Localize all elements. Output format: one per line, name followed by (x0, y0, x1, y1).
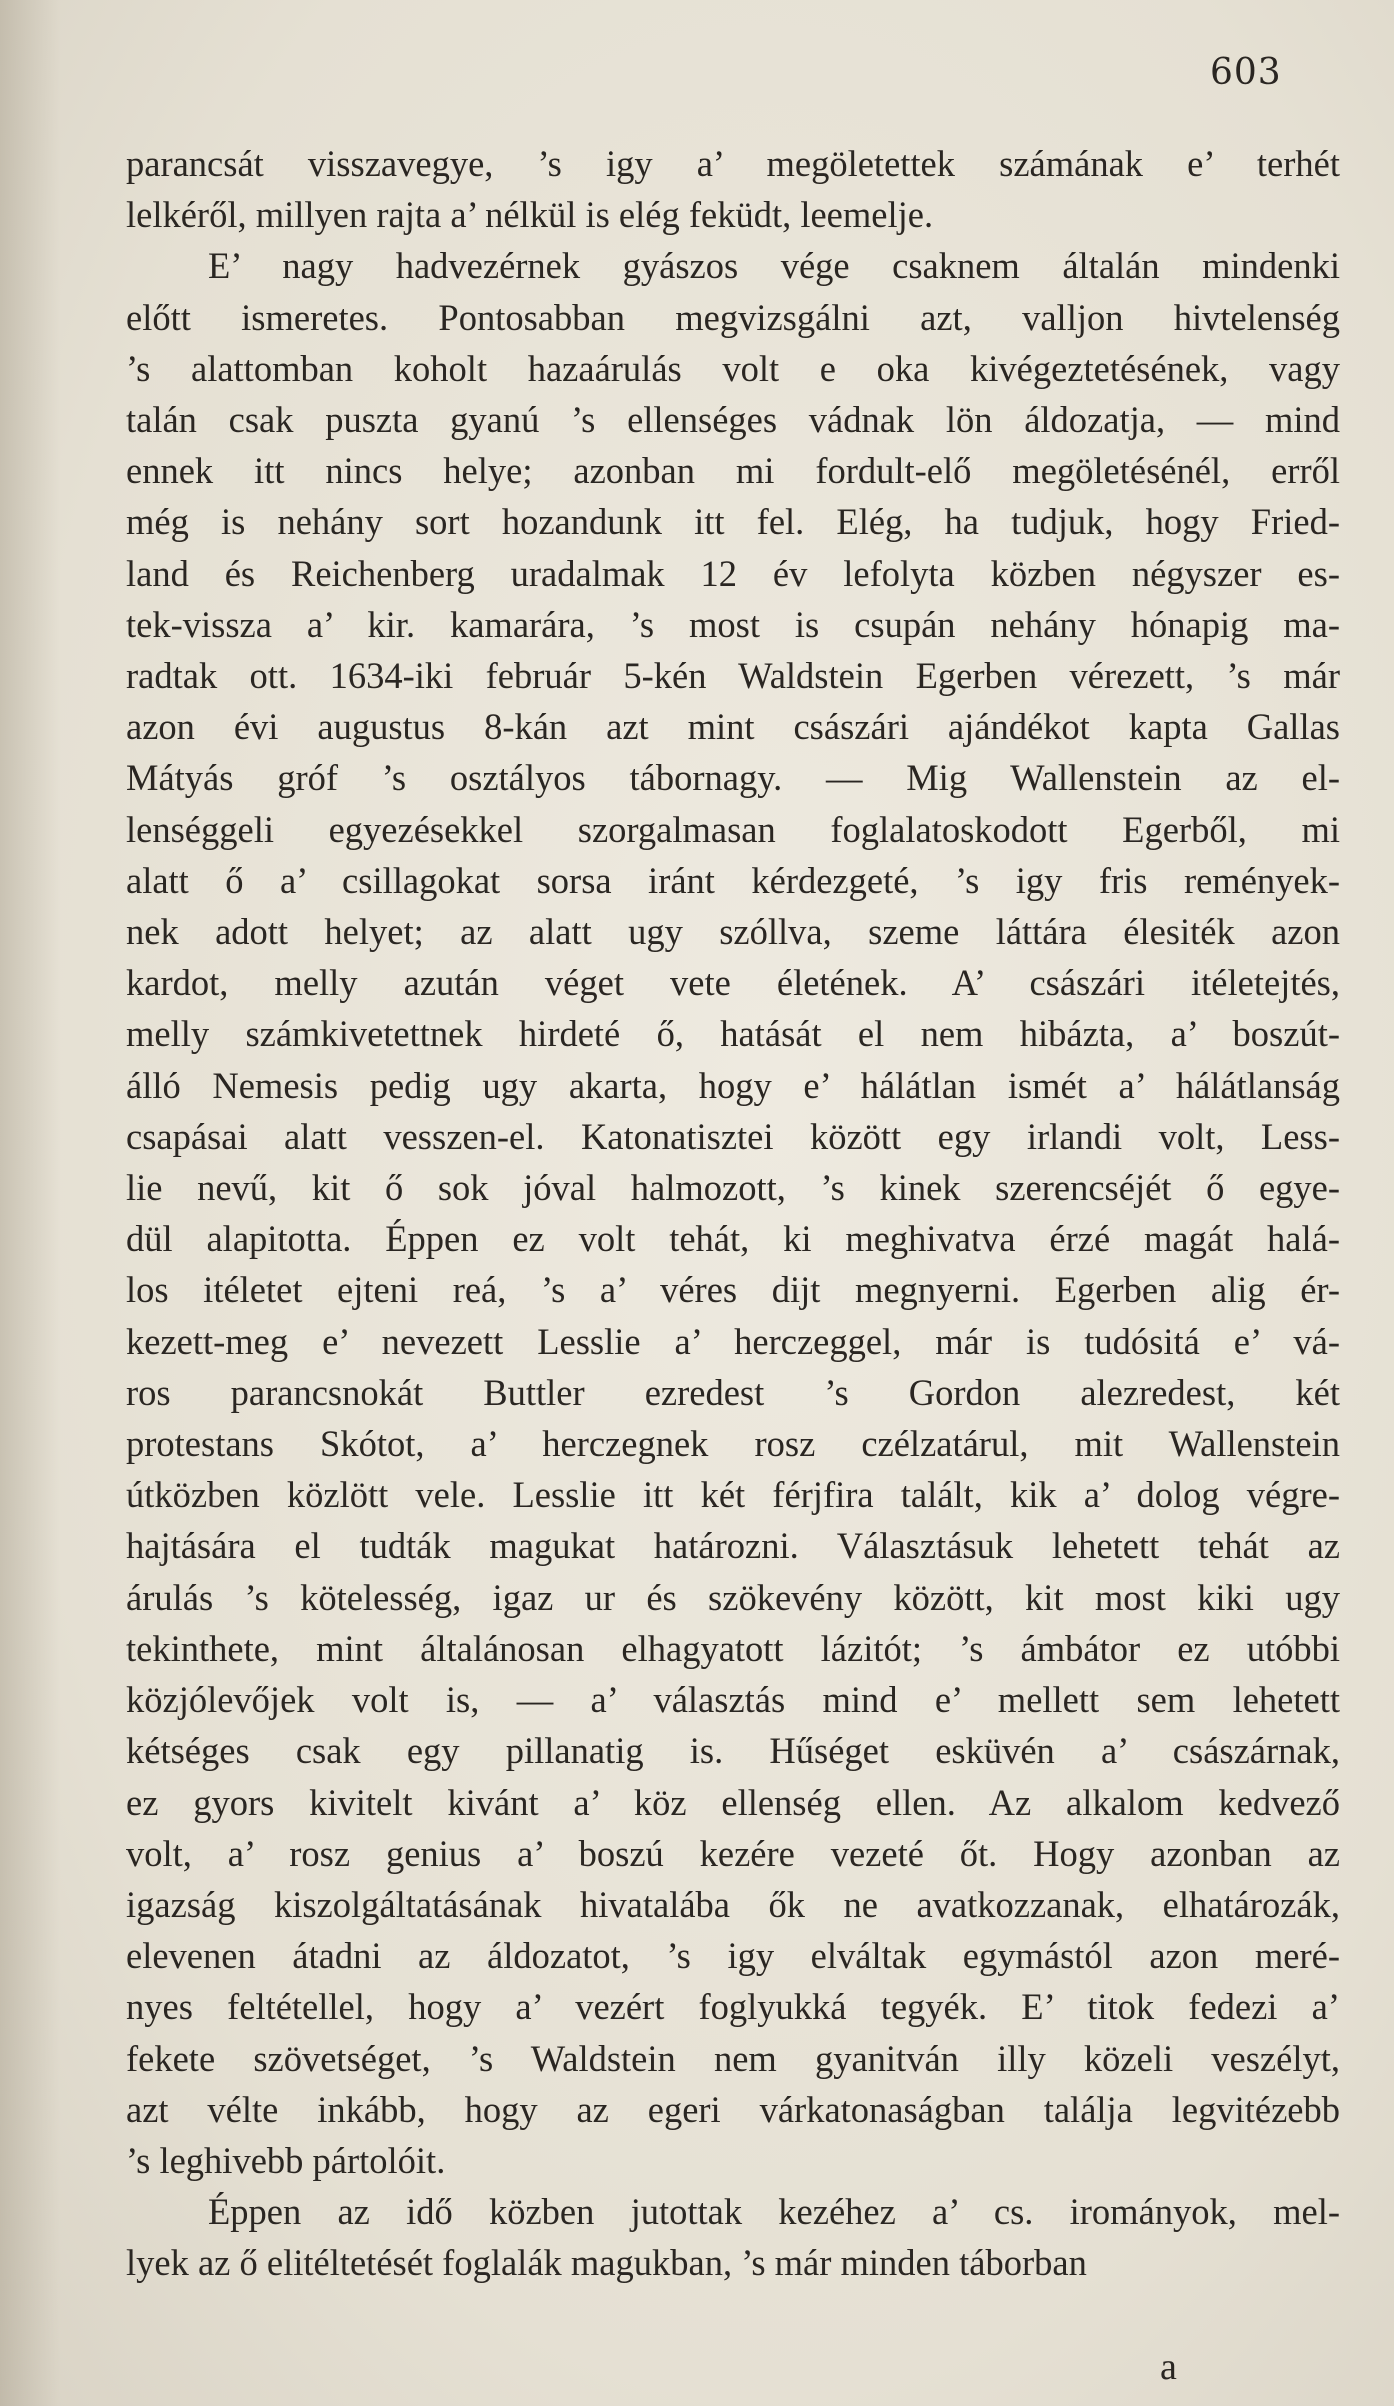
text-line: elevenen átadni az áldozatot, ’s igy elváltak egymástól azon meré- (126, 1935, 1340, 1977)
text-line: előtt ismeretes. Pontosabban megvizsgálni azt, valljon hivtelenség (126, 296, 1340, 338)
text-line: azt vélte inkább, hogy az egeri várkatonaságban találja legvitézebb (126, 2088, 1340, 2130)
text-line: alatt ő a’ csillagokat sorsa iránt kérdezgeté, ’s igy fris remények- (126, 859, 1340, 901)
text-line: ros parancsnokát Buttler ezredest ’s Gordon alezredest, két (126, 1371, 1340, 1413)
text-line: kardot, melly azután véget vete életének. A’ császári itéletejtés, (126, 962, 1340, 1004)
text-line: lie nevű, kit ő sok jóval halmozott, ’s kinek szerencséjét ő egye- (126, 1167, 1340, 1209)
text-line: közjólevőjek volt is, — a’ választás mind e’ mellett sem lehetett (126, 1679, 1340, 1721)
text-line: ’s alattomban koholt hazaárulás volt e oka kivégeztetésének, vagy (126, 347, 1340, 389)
text-line: fekete szövetséget, ’s Waldstein nem gyanitván illy közeli veszélyt, (126, 2037, 1340, 2079)
signature-mark: a (1160, 2346, 1177, 2388)
text-line: volt, a’ rosz genius a’ boszú kezére vezeté őt. Hogy azonban az (126, 1832, 1340, 1874)
text-line: lelkéről, millyen rajta a’ nélkül is elég feküdt, leemelje. (126, 194, 934, 236)
text-line: nek adott helyet; az alatt ugy szóllva, szeme láttára élesiték azon (126, 911, 1340, 953)
text-line: csapásai alatt vesszen-el. Katonatisztei között egy irlandi volt, Less- (126, 1115, 1340, 1157)
text-line: ’s leghivebb pártolóit. (126, 2139, 446, 2181)
text-line: Mátyás gróf ’s osztályos tábornagy. — Mig Wallenstein az el- (126, 757, 1340, 799)
paragraph (126, 2186, 1340, 2288)
text-line: ez gyors kivitelt kivánt a’ köz ellenség ellen. Az alkalom kedvező (126, 1781, 1340, 1823)
text-line: los itéletet ejteni reá, ’s a’ véres dijt megnyerni. Egerben alig ér- (126, 1269, 1340, 1311)
text-line: parancsát visszavegye, ’s igy a’ megöletettek számának e’ terhét (126, 143, 1340, 184)
text-line: melly számkivetettnek hirdeté ő, hatását el nem hibázta, a’ boszút- (126, 1013, 1340, 1055)
text-line: dül alapitotta. Éppen ez volt tehát, ki meghivatva érzé magát halá- (126, 1218, 1340, 1260)
text-line: lenséggeli egyezésekkel szorgalmasan foglalatoskodott Egerből, mi (126, 808, 1340, 850)
text-line: hajtására el tudták magukat határozni. Választásuk lehetett tehát az (126, 1525, 1340, 1567)
body-text (126, 138, 1340, 2289)
text-line: kétséges csak egy pillanatig is. Hűséget esküvén a’ császárnak, (126, 1730, 1340, 1772)
text-line: árulás ’s kötelesség, igaz ur és szökevény között, kit most kiki ugy (126, 1576, 1340, 1618)
binding-shadow (0, 0, 60, 2406)
text-line: protestans Skótot, a’ herczegnek rosz czélzatárul, mit Wallenstein (126, 1423, 1340, 1465)
text-line: E’ nagy hadvezérnek gyászos vége csaknem általán mindenki (208, 245, 1340, 287)
text-line: talán csak puszta gyanú ’s ellenséges vádnak lön áldozatja, — mind (126, 399, 1340, 441)
text-line: tek-vissza a’ kir. kamarára, ’s most is csupán nehány hónapig ma- (126, 603, 1340, 645)
text-line: kezett-meg e’ nevezett Lesslie a’ herczeggel, már is tudósitá e’ vá- (126, 1320, 1340, 1362)
page-number: 603 (1210, 52, 1282, 93)
paragraph (126, 240, 1340, 2186)
text-line: nyes feltétellel, hogy a’ vezért foglyukká tegyék. E’ titok fedezi a’ (126, 1986, 1340, 2028)
text-line: tekinthete, mint általánosan elhagyatott lázitót; ’s ámbátor ez utóbbi (126, 1627, 1340, 1669)
text-line: land és Reichenberg uradalmak 12 év lefolyta közben négyszer es- (126, 552, 1340, 594)
text-line: igazság kiszolgáltatásának hivatalába ők ne avatkozzanak, elhatározák, (126, 1883, 1340, 1925)
text-line: azon évi augustus 8-kán azt mint császári ajándékot kapta Gallas (126, 706, 1340, 748)
text-line: még is nehány sort hozandunk itt fel. Elég, ha tudjuk, hogy Fried- (126, 501, 1340, 543)
text-line: Éppen az idő közben jutottak kezéhez a’ cs. irományok, mel- (208, 2191, 1340, 2233)
paragraph (126, 138, 1340, 240)
text-line: lyek az ő elitéltetését foglalák magukban, ’s már minden táborban (126, 2242, 1087, 2284)
text-line: útközben közlött vele. Lesslie itt két férjfira talált, kik a’ dolog végre- (126, 1474, 1340, 1516)
text-line: ennek itt nincs helye; azonban mi fordult-elő megöletésénél, erről (126, 450, 1340, 492)
text-line: radtak ott. 1634-iki február 5-kén Waldstein Egerben vérezett, ’s már (126, 655, 1340, 697)
text-line: álló Nemesis pedig ugy akarta, hogy e’ hálátlan ismét a’ hálátlanság (126, 1064, 1340, 1106)
